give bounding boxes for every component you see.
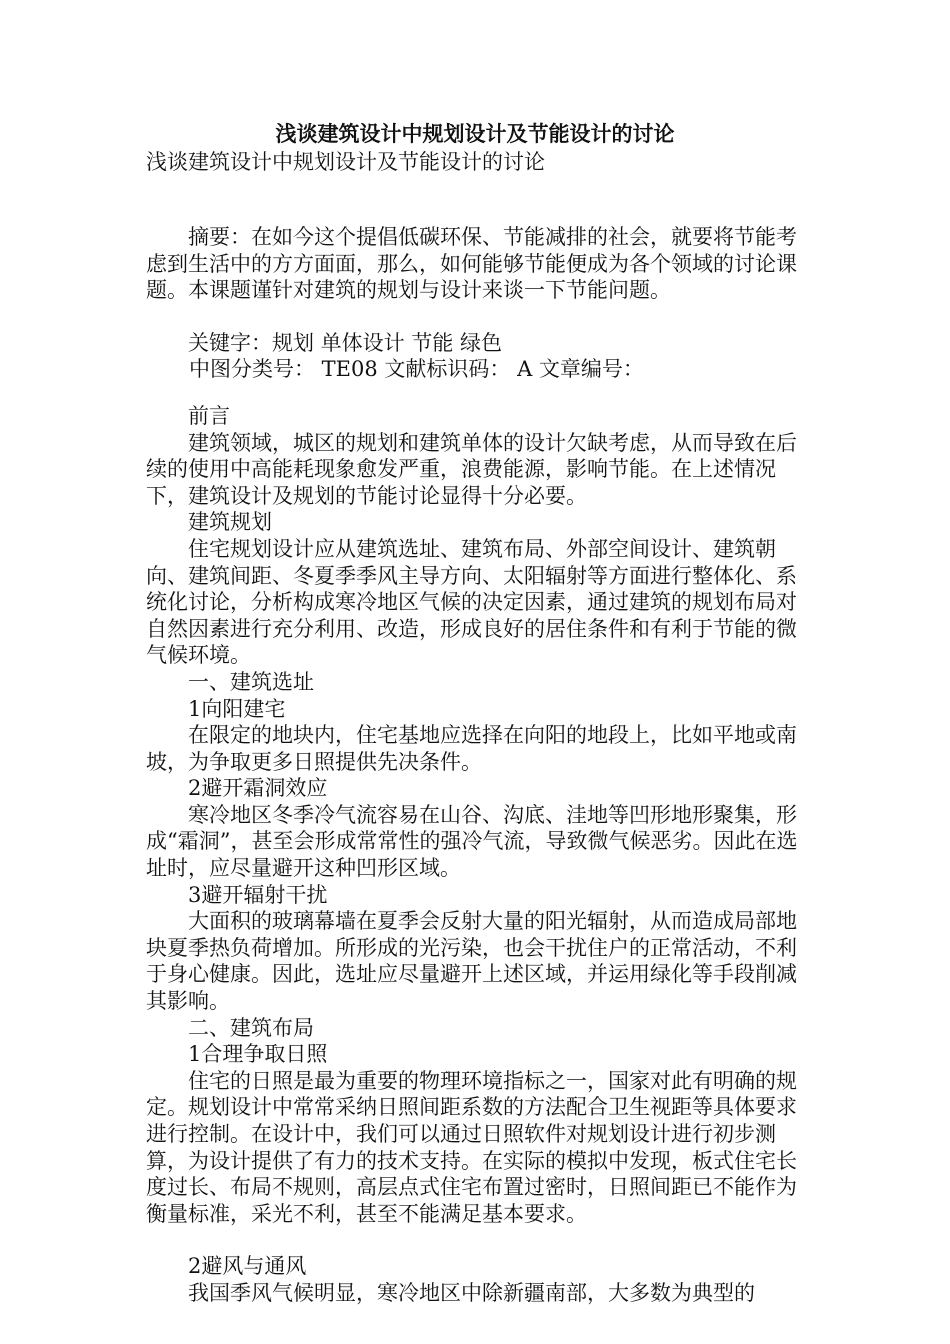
subsection-1-1-heading: 1向阳建宅 [188,696,286,721]
planning-heading: 建筑规划 [188,510,272,535]
subsection-2-1-heading: 1合理争取日照 [188,1042,328,1067]
spacer [146,304,814,330]
document-subtitle: 浅谈建筑设计中规划设计及节能设计的讨论 [146,150,545,174]
subsection-2-2-heading: 2避风与通风 [188,1254,307,1279]
subsection-1-1-paragraph: 在限定的地块内，住宅基地应选择在向阳的地段上，比如平地或南坡，为争取更多日照提供先决条件。 [146,723,797,774]
preface-heading: 前言 [188,403,230,428]
classification-line: 中图分类号： TE08 文献标识码： A 文章编号： [189,357,644,382]
spacer [146,198,814,224]
subsection-1-3-heading: 3避开辐射干扰 [188,882,328,907]
section-2-heading: 二、建筑布局 [188,1015,314,1040]
preface-paragraph: 建筑领域，城区的规划和建筑单体的设计欠缺考虑，从而导致在后续的使用中高能耗现象愈发严重，浪费能源，影响节能。在上述情况下，建筑设计及规划的节能讨论显得十分必要。 [146,430,797,508]
subsection-2-1-paragraph: 住宅的日照是最为重要的物理环境指标之一，国家对此有明确的规定。规划设计中常常采纳日照间距系数的方法配合卫生视距等具体要求进行控制。在设计中，我们可以通过日照软件对规划设计进行初步测算，为设计提供了有力的技术支持。在实际的模拟中发现，板式住宅长度过长、布局不规则，高层点式住宅布置过密时，日照间距已不能作为衡量标准，采光不利，甚至不能满足基本要求。 [146,1068,797,1226]
spacer [146,1227,814,1253]
section-1-heading: 一、建筑选址 [188,669,314,694]
subsection-1-2-heading: 2避开霜洞效应 [188,776,328,801]
abstract-paragraph: 摘要：在如今这个提倡低碳环保、节能减排的社会，就要将节能考虑到生活中的方方面面，那么，如何能够节能便成为各个领域的讨论课题。本课题谨针对建筑的规划与设计来谈一下节能问题。 [146,225,797,303]
subsection-1-2-paragraph: 寒冷地区冬季冷气流容易在山谷、沟底、洼地等凹形地形聚集，形成“霜洞”，甚至会形成常常性的强冷气流，导致微气候恶劣。因此在选址时，应尽量避开这种凹形区域。 [146,802,798,881]
document-body [146,198,814,1307]
spacer [146,383,814,403]
document-title: 浅谈建筑设计中规划设计及节能设计的讨论 [275,121,675,146]
keywords-line: 关键字：规划 单体设计 节能 绿色 [188,330,503,355]
subsection-1-3-paragraph: 大面积的玻璃幕墙在夏季会反射大量的阳光辐射，从而造成局部地块夏季热负荷增加。所形成的光污染，也会干扰住户的正常活动，不利于身心健康。因此，选址应尽量避开上述区域，并运用绿化等手段削减其影响。 [146,909,797,1014]
planning-paragraph: 住宅规划设计应从建筑选址、建筑布局、外部空间设计、建筑朝向、建筑间距、冬夏季季风主导方向、太阳辐射等方面进行整体化、系统化讨论，分析构成寒冷地区气候的决定因素，通过建筑的规划布局对自然因素进行充分利用、改造，形成良好的居住条件和有利于节能的微气候环境。 [146,536,797,668]
subsection-2-2-paragraph: 我国季风气候明显，寒冷地区中除新疆南部，大多数为典型的 [188,1280,755,1305]
